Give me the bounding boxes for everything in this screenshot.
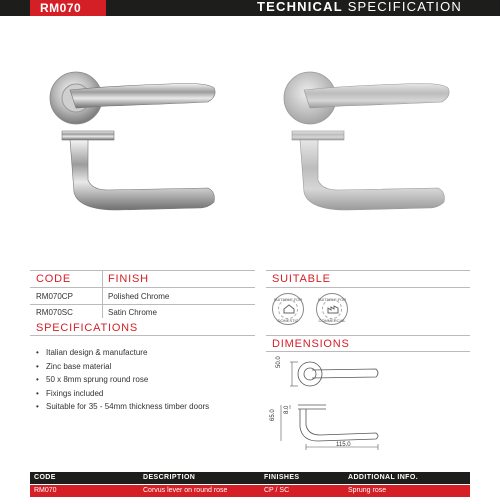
list-item: • Suitable for 35 - 54mm thickness timber doors bbox=[36, 400, 209, 414]
satin-lever-side-image bbox=[278, 128, 468, 223]
row-additional-info: Sprung rose bbox=[348, 487, 387, 494]
divider bbox=[266, 351, 470, 352]
lever-length-label: 115.0 bbox=[336, 442, 351, 448]
list-item: • Zinc base material bbox=[36, 360, 209, 374]
code-cell: RM070SC bbox=[36, 308, 73, 317]
page-header bbox=[0, 0, 500, 16]
suitable-heading: SUITABLE bbox=[272, 273, 331, 285]
table-row bbox=[30, 485, 470, 497]
title-rest: SPECIFICATION bbox=[347, 0, 462, 14]
list-item: • 50 x 8mm sprung round rose bbox=[36, 373, 209, 387]
divider bbox=[30, 335, 255, 336]
finish-cell: Polished Chrome bbox=[108, 292, 170, 301]
row-description: Corvus lever on round rose bbox=[143, 487, 228, 494]
divider bbox=[30, 270, 255, 271]
badge-bottom-text: COMMERCIAL bbox=[318, 318, 346, 323]
list-item: • Fixings included bbox=[36, 387, 209, 401]
finish-cell: Satin Chrome bbox=[108, 308, 157, 317]
domestic-badge bbox=[272, 293, 304, 325]
badge-top-text: SUITABLE FOR bbox=[273, 297, 303, 302]
factory-icon bbox=[327, 304, 339, 314]
badge-bottom-text: DOMESTIC bbox=[277, 318, 299, 323]
commercial-badge bbox=[316, 293, 348, 325]
projection-label: 65.0 bbox=[270, 409, 276, 421]
row-code: RM070 bbox=[34, 487, 57, 494]
page-title bbox=[257, 0, 462, 14]
row-finishes: CP / SC bbox=[264, 487, 290, 494]
code-heading: CODE bbox=[36, 273, 71, 285]
code-cell: RM070CP bbox=[36, 292, 73, 301]
column-header-additional-info: ADDITIONAL INFO. bbox=[348, 474, 419, 481]
column-header-description: DESCRIPTION bbox=[143, 474, 196, 481]
divider bbox=[30, 304, 255, 305]
divider bbox=[266, 270, 470, 271]
divider bbox=[266, 287, 470, 288]
table-header bbox=[30, 472, 470, 484]
title-bold: TECHNICAL bbox=[256, 0, 343, 14]
divider bbox=[266, 335, 470, 336]
product-code: RM070 bbox=[40, 1, 82, 15]
product-code-badge bbox=[30, 0, 106, 16]
finish-heading: FINISH bbox=[108, 273, 149, 285]
column-header-finishes: FINISHES bbox=[264, 474, 300, 481]
column-divider bbox=[102, 270, 103, 318]
dimensions-heading: DIMENSIONS bbox=[272, 338, 350, 350]
specifications-list bbox=[36, 346, 209, 414]
divider bbox=[30, 287, 255, 288]
list-item: • Italian design & manufacture bbox=[36, 346, 209, 360]
house-icon bbox=[283, 304, 295, 314]
badge-top-text: SUITABLE FOR bbox=[317, 297, 347, 302]
product-images bbox=[30, 40, 470, 230]
column-header-code: CODE bbox=[34, 474, 56, 481]
rose-depth-label: 8.0 bbox=[284, 405, 290, 414]
polished-lever-side-image bbox=[48, 128, 238, 223]
rose-diameter-label: 50.0 bbox=[276, 356, 282, 368]
specifications-heading: SPECIFICATIONS bbox=[36, 322, 139, 334]
